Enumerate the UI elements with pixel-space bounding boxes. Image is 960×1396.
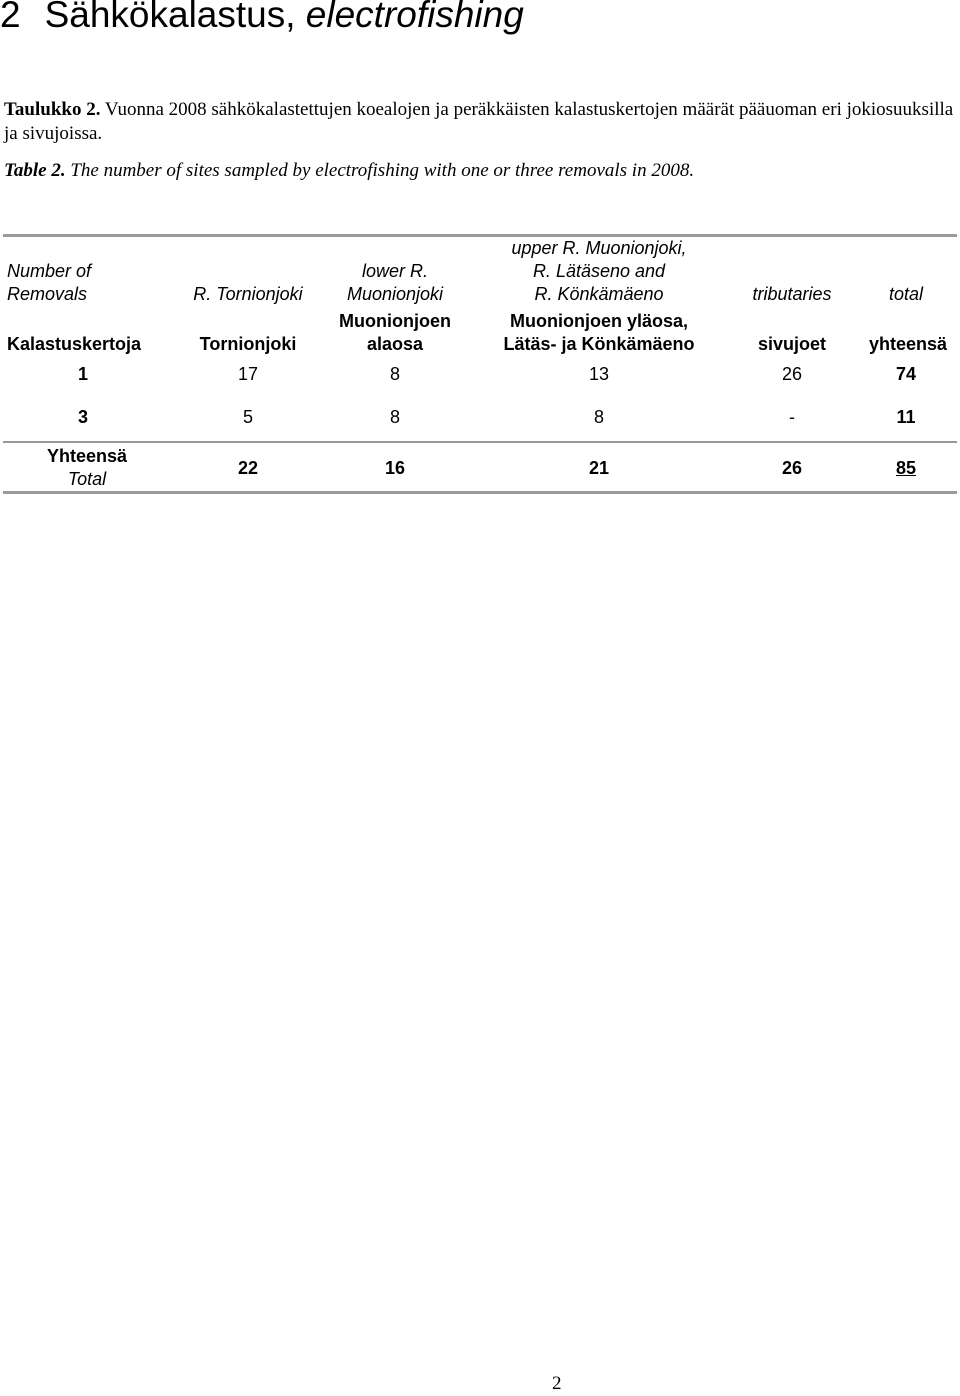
row2-upper: 8 (593, 407, 604, 427)
header-lower-en-line2: Muonionjoki (346, 284, 444, 304)
header-upper-en (479, 237, 719, 306)
row2-removals: 3 (77, 407, 88, 427)
total-lower: 16 (384, 458, 406, 478)
header-total-fi: yhteensä (868, 334, 948, 354)
header-tornio-fi: Tornionjoki (199, 334, 297, 354)
header-upper-en-line2: R. Lätäseno and (532, 261, 666, 281)
row1-tornio: 17 (237, 364, 259, 384)
header-total-en: total (888, 284, 924, 304)
header-upper-fi-line1: Muonionjoen yläosa, (509, 311, 688, 331)
row1-tributaries: 26 (781, 364, 803, 384)
table-rule-bottom (3, 491, 957, 494)
header-upper-en-line1: upper R. Muonionjoki, (511, 238, 687, 258)
caption-text-fi: Vuonna 2008 sähkökalastettujen koealojen ja peräkkäisten kalastuskertojen määrät pääuoman eri jokiosuuksilla ja sivujoissa. (4, 99, 954, 144)
header-tributaries-en: tributaries (752, 284, 832, 304)
header-upper-en-line3: R. Könkämäeno (534, 284, 664, 304)
header-tributaries-fi: sivujoet (757, 334, 827, 354)
header-lower-en-line1: lower R. (361, 261, 428, 281)
row2-tornio: 5 (242, 407, 253, 427)
total-tornio: 22 (237, 458, 259, 478)
table-caption-en (4, 159, 694, 183)
total-tributaries: 26 (781, 458, 803, 478)
header-lower-fi (325, 310, 465, 356)
row2-lower: 8 (389, 407, 400, 427)
caption-label-fi: Taulukko 2. (4, 99, 101, 120)
table-rule-total (3, 441, 957, 443)
total-row-label (27, 445, 147, 491)
table-caption-fi (4, 98, 956, 146)
header-removals-en (7, 260, 91, 306)
total-total: 85 (895, 458, 917, 478)
header-removals-en-line2: Removals (7, 284, 88, 304)
row1-removals: 1 (77, 364, 88, 384)
header-removals-fi: Kalastuskertoja (7, 334, 142, 354)
row1-lower: 8 (389, 364, 400, 384)
caption-text-en: The number of sites sampled by electrofishing with one or three removals in 2008. (65, 160, 695, 181)
page-number: 2 (552, 1373, 562, 1394)
total-upper: 21 (588, 458, 610, 478)
total-label-en: Total (67, 469, 107, 489)
caption-label-en: Table 2. (4, 160, 66, 181)
header-upper-fi-line2: Lätäs- ja Könkämäeno (503, 334, 695, 354)
header-tornio-en: R. Tornionjoki (193, 284, 303, 304)
header-upper-fi (479, 310, 719, 356)
total-label-fi: Yhteensä (46, 446, 128, 466)
header-lower-fi-line2: alaosa (366, 334, 424, 354)
row2-total: 11 (896, 407, 916, 427)
section-heading (0, 0, 524, 36)
section-number: 2 (0, 0, 21, 35)
row2-tributaries: - (789, 407, 795, 427)
section-title-en: electrofishing (305, 0, 524, 35)
header-lower-fi-line1: Muonionjoen (339, 311, 451, 331)
row1-total: 74 (895, 364, 917, 384)
row1-upper: 13 (588, 364, 610, 384)
header-removals-en-line1: Number of (7, 261, 92, 281)
header-lower-en (325, 260, 465, 306)
section-title-fi: Sähkökalastus, (44, 0, 296, 35)
